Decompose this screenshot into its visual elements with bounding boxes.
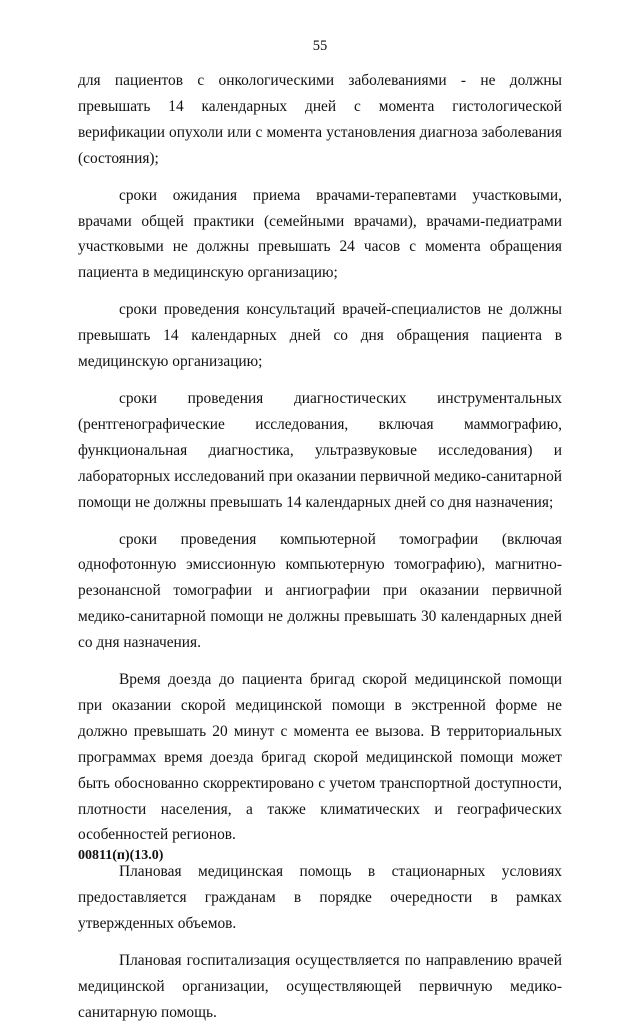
paragraph-tomography: сроки проведения компьютерной томографии (включая однофотонную эмиссионную компьютерную томографию), магнитно-резонансной томографии и ангиографии при оказании первичной медико-санитарной помощи не должны превышать 30 календарных дней со дня назначения. [78,530,562,652]
paragraph-therapist-waiting: сроки ожидания приема врачами-терапевтами участковыми, врачами общей практики (семейными врачами), врачами-педиатрами участковыми не должны превышать 24 часов с момента обращения пациента в медицинскую организацию; [78,186,562,282]
paragraph-specialist-consultation: сроки проведения консультаций врачей-специалистов не должны превышать 14 календарных дней со дня обращения пациента в медицинскую организацию; [78,301,562,371]
document-code: 00811(п)(13.0) [78,848,164,863]
body-text [78,68,562,1026]
paragraph-planned-inpatient-care: Плановая медицинская помощь в стационарных условиях предоставляется гражданам в порядке очередности в рамках утвержденных объемов. [78,863,562,933]
page-number: 55 [312,38,328,54]
paragraph-ambulance-arrival: Время доезда до пациента бригад скорой медицинской помощи при оказании скорой медицинской помощи в экстренной форме не должно превышать 20 минут с момента ее вызова. В территориальных программах время доезда бригад скорой медицинской помощи может быть обоснованно скорректировано с учетом транспортной доступности, плотности населения, а также климатических и географических особенностей регионов. [78,671,562,844]
paragraph-oncology-terms: для пациентов с онкологическими заболеваниями - не должны превышать 14 календарных дней с момента гистологической верификации опухоли или с момента установления диагноза заболевания (состояния); [78,72,562,167]
paragraph-planned-hospitalization: Плановая госпитализация осуществляется по направлению врачей медицинской организации, осуществляющей первичную медико-санитарную помощь. [78,952,562,1021]
paragraph-diagnostic-studies: сроки проведения диагностических инструментальных (рентгенографические исследования, включая маммографию, функциональная диагностика, ультразвуковые исследования) и лабораторных исследований при оказании первичной медико-санитарной помощи не должны превышать 14 календарных дней со дня назначения; [78,389,562,511]
